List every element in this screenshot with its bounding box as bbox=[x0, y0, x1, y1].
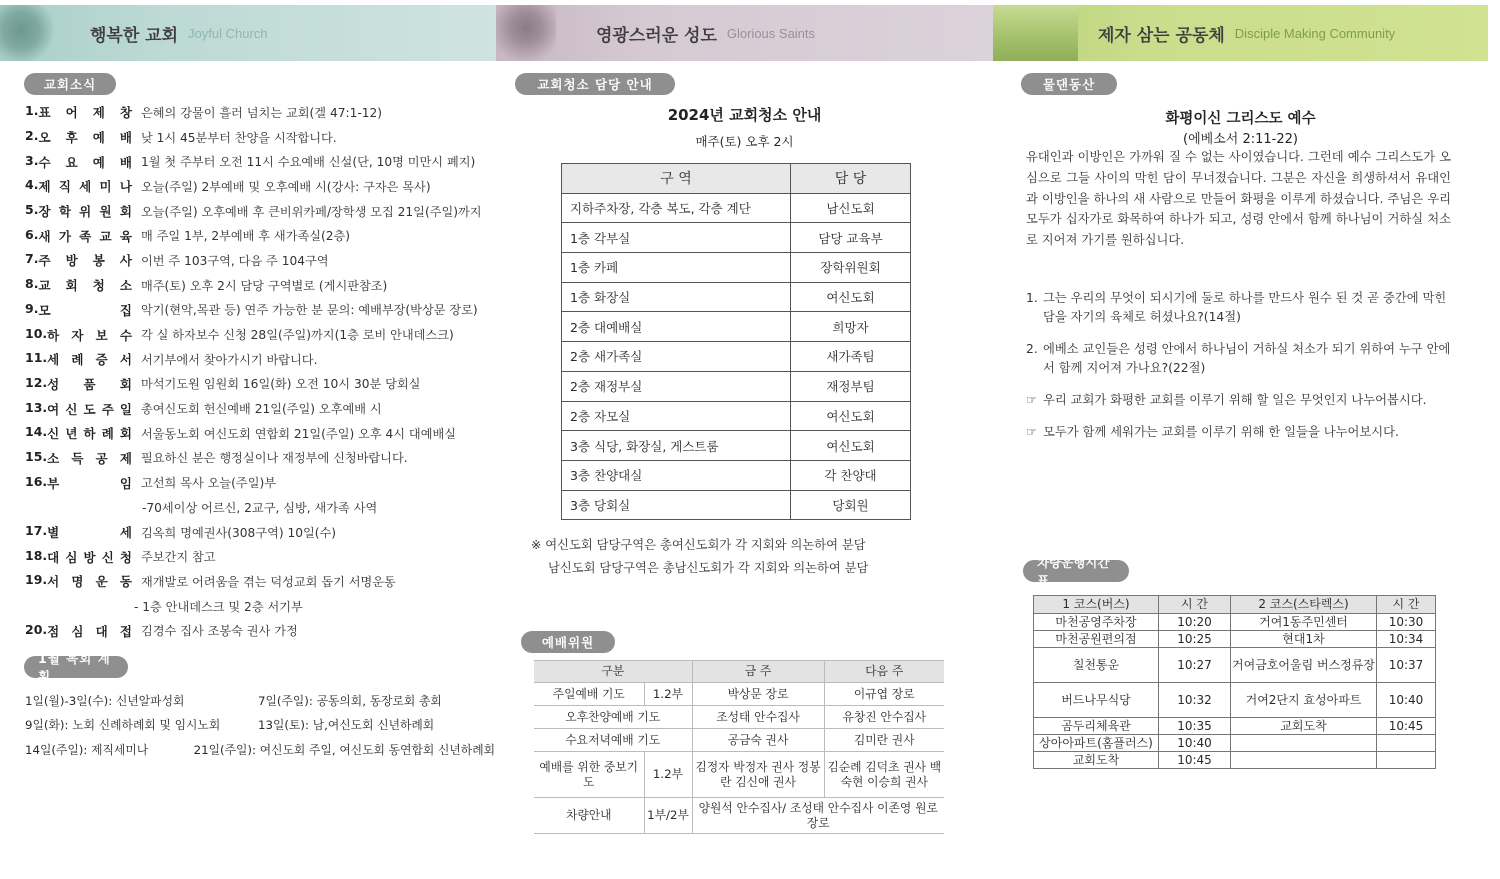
section-label-news: 교회소식 bbox=[24, 73, 116, 95]
cleaning-charge: 당회원 bbox=[791, 490, 911, 520]
cleaning-charge: 장학위원회 bbox=[791, 253, 911, 283]
header-time-2: 시 간 bbox=[1377, 596, 1436, 614]
stop-name: 버드나무식당 bbox=[1034, 683, 1159, 718]
stop-name: 거여2단지 효성아파트 bbox=[1231, 683, 1377, 718]
news-item bbox=[25, 618, 495, 643]
cleaning-note bbox=[531, 534, 868, 580]
stop-name: 칠천통운 bbox=[1034, 648, 1159, 683]
column-disciple-community bbox=[993, 0, 1488, 879]
table-row bbox=[562, 193, 911, 223]
table-row bbox=[562, 282, 911, 312]
cleaning-charge: 여신도회 bbox=[791, 282, 911, 312]
news-label: 15. 소 득 공 제 bbox=[25, 448, 132, 466]
news-item bbox=[25, 174, 495, 199]
table-row bbox=[534, 798, 944, 834]
cleaning-charge: 여신도회 bbox=[791, 431, 911, 461]
shuttle-schedule-table bbox=[1033, 595, 1436, 769]
cleaning-title: 2024년 교회청소 안내 bbox=[667, 106, 822, 124]
news-text: 낮 1시 45분부터 찬양을 시작합니다. bbox=[141, 130, 337, 145]
news-text: 재개발로 어려움을 겪는 덕성교회 돕기 서명운동 bbox=[141, 574, 396, 589]
cleaning-area: 2층 새가족실 bbox=[562, 342, 791, 372]
cleaning-charge: 남신도회 bbox=[791, 193, 911, 223]
news-text: 고선희 목사 오늘(주일)부 bbox=[141, 476, 276, 491]
news-item bbox=[25, 199, 495, 224]
cleaning-area: 2층 대예배실 bbox=[562, 312, 791, 342]
news-label: 3. 수 요 예 배 bbox=[25, 152, 132, 170]
news-item bbox=[25, 421, 495, 446]
question-item bbox=[1026, 340, 1451, 378]
note-line-1: ※ 여신도회 담당구역은 총여신도회가 각 지회와 의논하여 분담 bbox=[531, 538, 866, 552]
news-label: 20. 점 심 대 접 bbox=[25, 621, 132, 639]
banner-title-ko: 행복한 교회 bbox=[90, 25, 179, 46]
banner-title-en: Joyful Church bbox=[188, 25, 268, 41]
plan-entry: 1일(월)-3일(수): 신년알파성회 bbox=[25, 693, 185, 708]
news-label: 18. 대 심 방 신 청 bbox=[25, 547, 132, 565]
news-label: 14. 신 년 하 례 회 bbox=[25, 424, 132, 442]
table-row bbox=[562, 431, 911, 461]
section-label-plan: 1월 목회 계획 bbox=[24, 656, 128, 678]
worship-role: 예배를 위한 중보기도 bbox=[534, 752, 644, 798]
banner-title-ko: 제자 삼는 공동체 bbox=[1098, 25, 1225, 46]
worship-this-week: 양원석 안수집사/ 조성태 안수집사 이존영 원로장로 bbox=[692, 798, 944, 834]
table-row bbox=[1034, 614, 1436, 631]
news-item bbox=[25, 149, 495, 174]
section-label-car: 차량운행시간표 bbox=[1023, 560, 1129, 582]
table-row bbox=[562, 253, 911, 283]
meditation-paragraph: 유대인과 이방인은 가까워 질 수 없는 사이였습니다. 그런데 예수 그리스도가 오심으로 그들 사이의 막힌 담이 무너졌습니다. 그분은 자신을 희생하셔서 유대인과 이방인을 하나의 새 사람으로 만들어 화평을 이루게 하셨습니다. 주님은 우리 모두가 십자가로 화목하여 하나가 되고, 성령 안에서 함께 하나님이 거하실 처소로 지어져 가기를 원하십니다. bbox=[1026, 150, 1451, 248]
news-item bbox=[25, 544, 495, 569]
stop-time: 10:32 bbox=[1159, 683, 1231, 718]
header-course-1: 1 코스(버스) bbox=[1034, 596, 1159, 614]
news-item bbox=[25, 223, 495, 248]
cleaning-area: 3층 식당, 화장실, 게스트룸 bbox=[562, 431, 791, 461]
stop-name bbox=[1231, 752, 1377, 769]
worship-this-week: 공금숙 권사 bbox=[692, 729, 824, 752]
note-line-2: 남신도회 담당구역은 총남신도회가 각 지회와 의논하여 분담 bbox=[548, 561, 869, 575]
news-label: 12. 성 품 회 bbox=[25, 374, 132, 392]
table-header-row bbox=[534, 661, 944, 683]
table-row bbox=[562, 460, 911, 490]
section-label-clean: 교회청소 담당 안내 bbox=[515, 73, 675, 95]
banner-photo bbox=[0, 5, 60, 61]
worship-this-week: 김정자 박정자 권사 정봉란 김신애 권사 bbox=[692, 752, 824, 798]
column-joyful-church bbox=[0, 0, 496, 879]
stop-name: 교회도착 bbox=[1034, 752, 1159, 769]
plan-row bbox=[25, 737, 495, 762]
cleaning-subtitle: 매주(토) 오후 2시 bbox=[695, 134, 794, 149]
cleaning-area: 1층 화장실 bbox=[562, 282, 791, 312]
question-marker: 2. bbox=[1026, 342, 1038, 356]
stop-time: 10:34 bbox=[1377, 631, 1436, 648]
news-item bbox=[25, 446, 495, 471]
plan-entry: 14일(주일): 제직세미나 bbox=[25, 742, 149, 757]
news-text: 오늘(주일) 오후예배 후 큰비위카페/장학생 모집 21일(주일)까지 bbox=[141, 204, 482, 219]
table-header-row bbox=[1034, 596, 1436, 614]
table-row bbox=[534, 752, 944, 798]
news-item bbox=[25, 298, 495, 323]
column-glorious-saints bbox=[496, 0, 993, 879]
header-course-2: 2 코스(스타렉스) bbox=[1231, 596, 1377, 614]
question-item bbox=[1026, 391, 1451, 410]
stop-name: 거여금호어울림 버스정류장 bbox=[1231, 648, 1377, 683]
header-category: 구분 bbox=[534, 661, 692, 683]
table-row bbox=[562, 490, 911, 520]
news-label: 6. 새 가 족 교 육 bbox=[25, 226, 132, 244]
question-marker: 1. bbox=[1026, 291, 1038, 305]
section-label-worship: 예배위원 bbox=[521, 631, 615, 653]
plan-row bbox=[25, 713, 495, 738]
news-text: -70세이상 어르신, 2교구, 심방, 새가족 사역 bbox=[142, 500, 378, 515]
stop-time: 10:30 bbox=[1377, 614, 1436, 631]
scripture-reference: (에베소서 2:11-22) bbox=[1183, 132, 1298, 147]
news-text: 1월 첫 주부터 오전 11시 수요예배 신설(단, 10명 미만시 폐지) bbox=[141, 155, 476, 170]
stop-time: 10:45 bbox=[1377, 718, 1436, 735]
news-item bbox=[25, 495, 495, 520]
january-plan-list bbox=[25, 688, 495, 762]
banner-title-en: Disciple Making Community bbox=[1234, 25, 1396, 41]
news-label: 10. 하 자 보 수 bbox=[25, 325, 132, 343]
table-row bbox=[562, 371, 911, 401]
table-row bbox=[1034, 631, 1436, 648]
table-row bbox=[1034, 752, 1436, 769]
news-label: 2. 오 후 예 배 bbox=[25, 128, 132, 146]
worship-committee-table bbox=[534, 660, 944, 834]
worship-next-week: 김미란 권사 bbox=[824, 729, 944, 752]
worship-this-week: 조성태 안수집사 bbox=[692, 706, 824, 729]
question-marker: ☞ bbox=[1026, 425, 1038, 439]
news-text: 필요하신 분은 행정실이나 재정부에 신청바랍니다. bbox=[141, 451, 408, 466]
stop-time bbox=[1377, 752, 1436, 769]
news-label: 7. 주 방 봉 사 bbox=[25, 251, 132, 269]
news-item bbox=[25, 520, 495, 545]
stop-name: 거여1동주민센터 bbox=[1231, 614, 1377, 631]
news-item bbox=[25, 396, 495, 421]
news-item bbox=[25, 322, 495, 347]
cleaning-area: 2층 재정부실 bbox=[562, 371, 791, 401]
stop-name: 교회도착 bbox=[1231, 718, 1377, 735]
plan-entry: 7일(주일): 공동의회, 동장로회 총회 bbox=[258, 693, 442, 708]
church-news-list bbox=[25, 100, 495, 643]
table-header-row bbox=[562, 164, 911, 194]
news-label: 4. 제 직 세 미 나 bbox=[25, 177, 132, 195]
news-label: 9. 모 집 bbox=[25, 300, 132, 318]
worship-part: 1부/2부 bbox=[644, 798, 692, 834]
stop-time: 10:35 bbox=[1159, 718, 1231, 735]
news-label: 13. 여 신 도 주 일 bbox=[25, 399, 132, 417]
news-item bbox=[25, 569, 495, 594]
cleaning-charge: 희망자 bbox=[791, 312, 911, 342]
header-area: 구 역 bbox=[562, 164, 791, 194]
news-item bbox=[25, 248, 495, 273]
news-item bbox=[25, 100, 495, 125]
news-label: 17. 별 세 bbox=[25, 523, 132, 541]
cleaning-area: 지하주차장, 각층 복도, 각층 계단 bbox=[562, 193, 791, 223]
news-text: 서기부에서 찾아가시기 바랍니다. bbox=[141, 352, 318, 367]
banner-glorious-saints bbox=[496, 5, 993, 61]
news-text: 마석기도원 임원회 16일(화) 오전 10시 30분 당회실 bbox=[141, 377, 421, 392]
stop-name: 상아아파트(홈플러스) bbox=[1034, 735, 1159, 752]
header-this-week: 금 주 bbox=[692, 661, 824, 683]
cleaning-area: 1층 카페 bbox=[562, 253, 791, 283]
stop-time: 10:20 bbox=[1159, 614, 1231, 631]
worship-next-week: 유창진 안수집사 bbox=[824, 706, 944, 729]
table-row bbox=[1034, 648, 1436, 683]
table-row bbox=[1034, 718, 1436, 735]
stop-name: 현대1차 bbox=[1231, 631, 1377, 648]
table-row bbox=[562, 312, 911, 342]
cleaning-charge: 여신도회 bbox=[791, 401, 911, 431]
news-item bbox=[25, 372, 495, 397]
cleaning-area: 3층 당회실 bbox=[562, 490, 791, 520]
news-item bbox=[25, 347, 495, 372]
discussion-questions bbox=[1026, 289, 1451, 455]
news-item bbox=[25, 125, 495, 150]
question-item bbox=[1026, 289, 1451, 327]
worship-role: 주일예배 기도 bbox=[534, 683, 644, 706]
news-item bbox=[25, 470, 495, 495]
worship-next-week: 김순례 김덕초 권사 백숙현 이승희 권사 bbox=[824, 752, 944, 798]
stop-time: 10:40 bbox=[1159, 735, 1231, 752]
question-text: 그는 우리의 무엇이 되시기에 둘로 하나를 만드사 원수 된 것 곧 중간에 막힌 담을 자기의 육체로 허셨나요?(14절) bbox=[1043, 291, 1447, 324]
banner-photo bbox=[993, 5, 1078, 61]
header-charge: 담 당 bbox=[791, 164, 911, 194]
news-text: - 1층 안내데스크 및 2층 서기부 bbox=[134, 599, 303, 614]
section-label-qt: 물댄동산 bbox=[1021, 73, 1117, 95]
table-row bbox=[534, 729, 944, 752]
worship-role: 수요저녁예배 기도 bbox=[534, 729, 692, 752]
news-text: 은혜의 강물이 흘러 넘치는 교회(겔 47:1-12) bbox=[141, 105, 382, 120]
stop-name bbox=[1231, 735, 1377, 752]
table-row bbox=[1034, 683, 1436, 718]
header-next-week: 다음 주 bbox=[824, 661, 944, 683]
table-row bbox=[562, 342, 911, 372]
news-text: 매주(토) 오후 2시 담당 구역별로 (게시판참조) bbox=[141, 278, 388, 293]
news-text: 각 실 하자보수 신청 28일(주일)까지(1층 로비 안내데스크) bbox=[141, 328, 454, 343]
question-item bbox=[1026, 423, 1451, 442]
question-marker: ☞ bbox=[1026, 393, 1038, 407]
news-text: 주보간지 참고 bbox=[141, 550, 216, 565]
banner-photo bbox=[496, 5, 556, 61]
news-text: 매 주일 1부, 2부예배 후 새가족실(2층) bbox=[141, 229, 351, 244]
news-label: 11. 세 례 증 서 bbox=[25, 350, 132, 368]
news-item bbox=[25, 594, 495, 619]
worship-role: 오후찬양예배 기도 bbox=[534, 706, 692, 729]
worship-part: 1.2부 bbox=[644, 683, 692, 706]
stop-time: 10:27 bbox=[1159, 648, 1231, 683]
header-time-1: 시 간 bbox=[1159, 596, 1231, 614]
banner-disciple-community bbox=[993, 5, 1488, 61]
news-text: 오늘(주일) 2부예배 및 오후예배 시(강사: 구자은 목사) bbox=[141, 179, 431, 194]
news-label: 19. 서 명 운 동 bbox=[25, 572, 132, 590]
news-text: 이번 주 103구역, 다음 주 104구역 bbox=[141, 253, 329, 268]
cleaning-area: 2층 자모실 bbox=[562, 401, 791, 431]
table-row bbox=[534, 683, 944, 706]
cleaning-charge: 재정부팀 bbox=[791, 371, 911, 401]
worship-next-week: 이규엽 장로 bbox=[824, 683, 944, 706]
cleaning-charge: 담당 교육부 bbox=[791, 223, 911, 253]
table-row bbox=[562, 223, 911, 253]
news-label: 1. 표 어 제 창 bbox=[25, 103, 132, 121]
sermon-title: 화평이신 그리스도 예수 bbox=[1165, 111, 1316, 127]
news-item bbox=[25, 273, 495, 298]
plan-row bbox=[25, 688, 495, 713]
cleaning-charge: 새가족팀 bbox=[791, 342, 911, 372]
worship-role: 차량안내 bbox=[534, 798, 644, 834]
news-text: 김경수 집사 조봉숙 권사 가정 bbox=[141, 624, 298, 639]
worship-this-week: 박상문 장로 bbox=[692, 683, 824, 706]
stop-time: 10:25 bbox=[1159, 631, 1231, 648]
banner-title-ko: 영광스러운 성도 bbox=[596, 25, 717, 46]
question-text: 에베소 교인들은 성령 안에서 하나님이 거하실 처소가 되기 위하여 누구 안에서 함께 지어져 가나요?(22절) bbox=[1043, 342, 1451, 375]
worship-part: 1.2부 bbox=[644, 752, 692, 798]
stop-time bbox=[1377, 735, 1436, 752]
news-text: 악기(현악,목관 등) 연주 가능한 분 문의: 예배부장(박상문 장로) bbox=[141, 303, 478, 318]
cleaning-charge: 각 찬양대 bbox=[791, 460, 911, 490]
news-text: 총여신도회 헌신예배 21일(주일) 오후예배 시 bbox=[141, 402, 382, 417]
question-text: 우리 교회가 화평한 교회를 이루기 위해 할 일은 무엇인지 나누어봅시다. bbox=[1043, 393, 1427, 407]
news-label: 8. 교 회 청 소 bbox=[25, 276, 132, 294]
stop-name: 마천공영주차장 bbox=[1034, 614, 1159, 631]
news-text: 서울동노회 여신도회 연합회 21일(주일) 오후 4시 대예배실 bbox=[141, 426, 457, 441]
stop-name: 마천공원편의점 bbox=[1034, 631, 1159, 648]
cleaning-area: 3층 찬양대실 bbox=[562, 460, 791, 490]
plan-entry: 13일(토): 남,여신도회 신년하례회 bbox=[258, 718, 435, 733]
table-row bbox=[562, 401, 911, 431]
banner-title-en: Glorious Saints bbox=[726, 25, 816, 41]
banner-joyful-church bbox=[0, 5, 496, 61]
plan-entry: 21일(주일): 여신도회 주일, 여신도회 동연합회 신년하례회 bbox=[193, 742, 495, 757]
news-label: 16. 부 임 bbox=[25, 473, 132, 491]
table-row bbox=[1034, 735, 1436, 752]
stop-time: 10:37 bbox=[1377, 648, 1436, 683]
question-text: 모두가 함께 세워가는 교회를 이루기 위해 한 일들을 나누어보시다. bbox=[1043, 425, 1399, 439]
stop-time: 10:45 bbox=[1159, 752, 1231, 769]
cleaning-table bbox=[561, 163, 911, 520]
stop-name: 곰두리체육관 bbox=[1034, 718, 1159, 735]
news-label: 5. 장 학 위 원 회 bbox=[25, 202, 132, 220]
news-text: 김옥희 명예권사(308구역) 10일(수) bbox=[141, 525, 337, 540]
cleaning-area: 1층 각부실 bbox=[562, 223, 791, 253]
stop-time: 10:40 bbox=[1377, 683, 1436, 718]
plan-entry: 9일(화): 노회 신례하례회 및 임시노회 bbox=[25, 718, 221, 733]
table-row bbox=[534, 706, 944, 729]
